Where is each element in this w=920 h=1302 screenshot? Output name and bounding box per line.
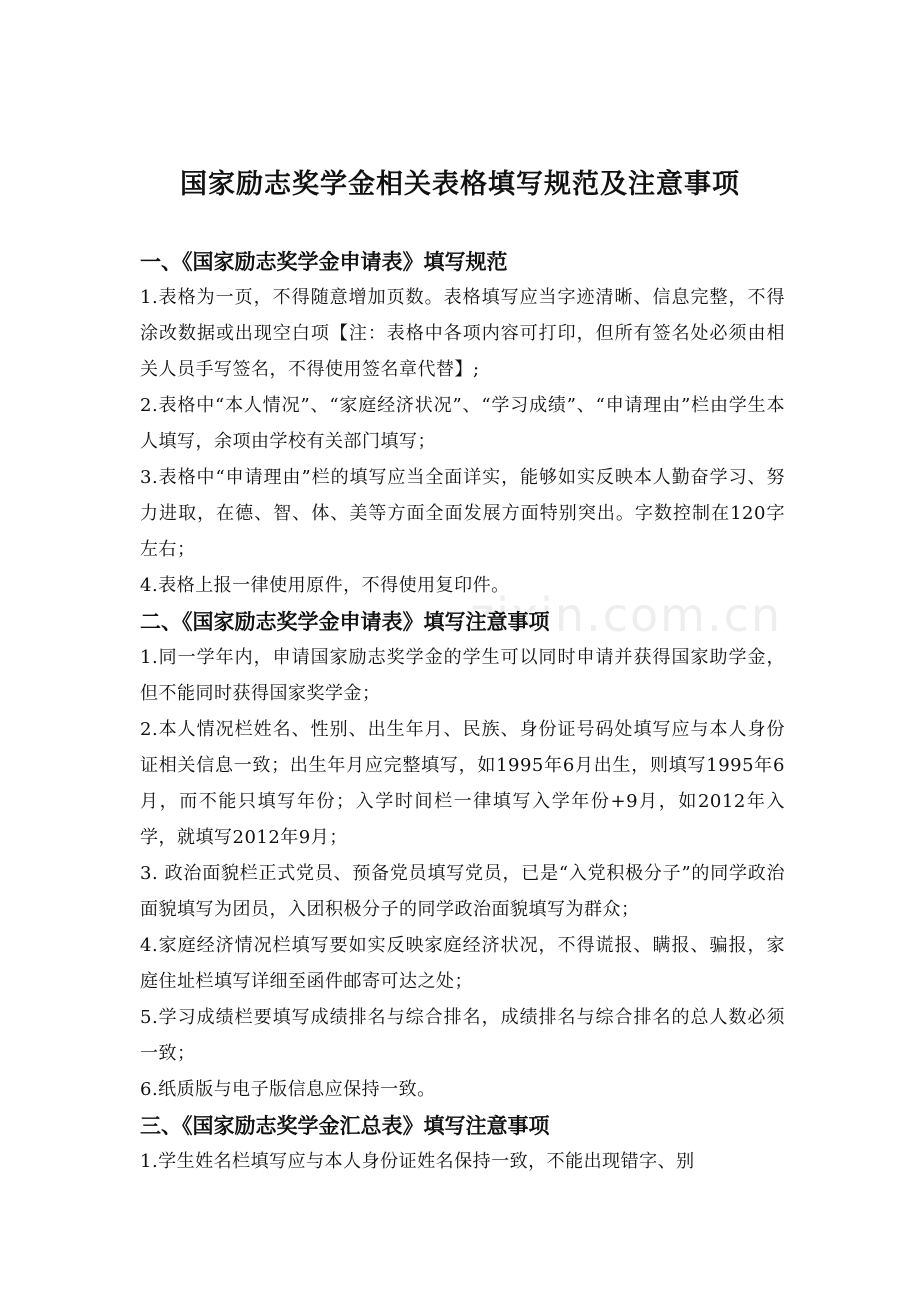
section-2-item-6: 6.纸质版与电子版信息应保持一致。 [140, 1079, 436, 1100]
section-2-heading: 二、《国家励志奖学金申请表》填写注意事项 [140, 610, 550, 634]
section-3-item-1: 1.学生姓名栏填写应与本人身份证姓名保持一致，不能出现错字、别 [140, 1151, 695, 1172]
section-2-item-1: 1.同一学年内，申请国家励志奖学金的学生可以同时申请并获得国家助学金，但不能同时获得国家奖学金； [140, 647, 785, 704]
section-2-item-5: 5.学习成绩栏要填写成绩排名与综合排名，成绩排名与综合排名的总人数必须一致； [140, 1007, 785, 1064]
section-2-item-2: 2.本人情况栏姓名、性别、出生年月、民族、身份证号码处填写应与本人身份证相关信息一致；出生年月应完整填写，如1995年6月出生，则填写1995年6月，而不能只填写年份；入学时间栏一律填写入学年份+9月，如2012年入学，就填写2012年9月； [140, 719, 785, 848]
document-title: 国家励志奖学金相关表格填写规范及注意事项 [180, 169, 740, 200]
section-1-item-2: 2.表格中“本人情况”、“家庭经济状况”、“学习成绩”、“申请理由”栏由学生本人填写，余项由学校有关部门填写； [140, 395, 785, 452]
section-3-heading: 三、《国家励志奖学金汇总表》填写注意事项 [140, 1114, 550, 1138]
section-1-item-3: 3.表格中“申请理由”栏的填写应当全面详实，能够如实反映本人勤奋学习、努力进取，在德、智、体、美等方面全面发展方面特别突出。字数控制在120字左右； [140, 467, 785, 560]
section-1-heading: 一、《国家励志奖学金申请表》填写规范 [140, 250, 508, 274]
section-1-item-4: 4.表格上报一律使用原件，不得使用复印件。 [140, 575, 510, 596]
section-2-item-4: 4.家庭经济情况栏填写要如实反映家庭经济状况，不得谎报、瞒报、骗报，家庭住址栏填写详细至函件邮寄可达之处； [140, 935, 785, 992]
document-body [140, 244, 785, 1180]
section-1-item-1: 1.表格为一页，不得随意增加页数。表格填写应当字迹清晰、信息完整，不得涂改数据或出现空白项【注：表格中各项内容可打印，但所有签名处必须由相关人员手写签名，不得使用签名章代替】; [140, 287, 785, 380]
watermark-text: zixin.com.cn [470, 588, 783, 642]
section-2-item-3: 3. 政治面貌栏正式党员、预备党员填写党员，已是“入党积极分子”的同学政治面貌填写为团员，入团积极分子的同学政治面貌填写为群众； [140, 863, 785, 920]
